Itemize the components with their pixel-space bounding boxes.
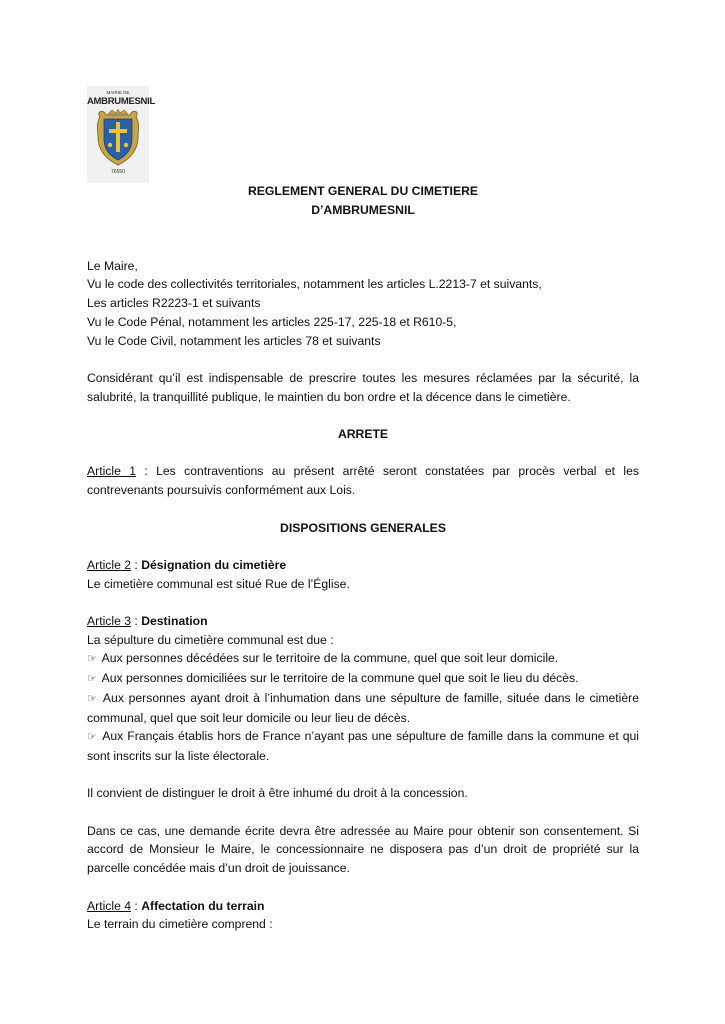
article-4-label: Article 4	[87, 898, 132, 913]
logo-mairie-text: MAIRIE DE	[106, 90, 130, 95]
list-item	[87, 649, 639, 669]
article-2-title: Désignation du cimetière	[141, 557, 287, 572]
article-2-label: Article 2	[87, 557, 132, 572]
article-2-separator: :	[131, 557, 142, 572]
considerant-paragraph: Considérant qu’il est indispensable de prescrire toutes les mesures réclamées par la sécurité, la salubrité, la tranquillité publique, le maintien du bon ordre et la décence dans le cimetière.	[87, 370, 639, 404]
article-3-title: Destination	[141, 614, 208, 629]
preamble-line: Vu le code des collectivités territoriales, notamment les articles L.2213-7 et suivants,	[87, 277, 542, 292]
coat-of-arms-icon	[94, 109, 142, 167]
logo-zip-code: 76550	[111, 169, 125, 175]
article-3-paragraph-1: Il convient de distinguer le droit à être inhumé du droit à la concession.	[87, 786, 468, 801]
preamble-line: Vu le Code Civil, notamment les articles 78 et suivants	[87, 333, 381, 348]
article-3-intro: La sépulture du cimetière communal est due :	[87, 632, 334, 647]
list-item-text: Aux personnes domiciliées sur le territoire de la commune quel que soit le lieu du décès.	[101, 671, 579, 686]
article-1-text: : Les contraventions au présent arrêté seront constatées par procès verbal et les contrevenants poursuivis conformément aux Lois.	[87, 464, 639, 498]
pointing-hand-icon: ☞	[87, 673, 97, 686]
article-4-title: Affectation du terrain	[141, 898, 265, 913]
preamble-line: Les articles R2223-1 et suivants	[87, 296, 261, 311]
pointing-hand-icon: ☞	[87, 692, 97, 705]
article-1	[87, 462, 639, 499]
article-3-separator: :	[131, 614, 142, 629]
article-3-label: Article 3	[87, 614, 132, 629]
dispositions-heading: DISPOSITIONS GENERALES	[280, 520, 446, 535]
article-4-heading	[87, 897, 639, 916]
logo-town-name: AMBRUMESNIL	[87, 96, 155, 107]
list-item	[87, 689, 639, 727]
pointing-hand-icon: ☞	[87, 653, 97, 666]
article-4-text: Le terrain du cimetière comprend :	[87, 917, 273, 932]
list-item-text: Aux Français établis hors de France n’ayant pas une sépulture de famille dans la commune et qui sont inscrits sur la liste électorale.	[87, 729, 640, 763]
town-logo	[87, 86, 155, 183]
document-title-line1: REGLEMENT GENERAL DU CIMETIERE	[248, 184, 478, 198]
article-2-text: Le cimetière communal est situé Rue de l’Église.	[87, 576, 350, 591]
list-item-text: Aux personnes décédées sur le territoire de la commune, quel que soit leur domicile.	[101, 651, 559, 666]
arrete-heading: ARRETE	[337, 427, 389, 442]
list-item	[87, 669, 639, 689]
preamble-line: Le Maire,	[87, 258, 138, 273]
document-title-line2: D’AMBRUMESNIL	[311, 202, 415, 217]
article-3-heading	[87, 612, 639, 631]
list-item	[87, 727, 639, 765]
article-1-label: Article 1	[87, 464, 136, 479]
preamble-line: Vu le Code Pénal, notamment les articles 225-17, 225-18 et R610-5,	[87, 314, 457, 329]
article-4-separator: :	[131, 898, 142, 913]
article-2-heading	[87, 556, 639, 575]
pointing-hand-icon: ☞	[87, 731, 97, 744]
article-3-paragraph-2: Dans ce cas, une demande écrite devra être adressée au Maire pour obtenir son consentement. Si accord de Monsieur le Maire, le concessionnaire ne disposera pas d’un droit de propriété sur la parcelle concédée mais d’un droit de jouissance.	[87, 823, 639, 876]
list-item-text: Aux personnes ayant droit à l’inhumation dans une sépulture de famille, située dans le cimetière communal, quel que soit leur domicile ou leur lieu de décès.	[87, 690, 639, 725]
document-body	[87, 182, 639, 934]
